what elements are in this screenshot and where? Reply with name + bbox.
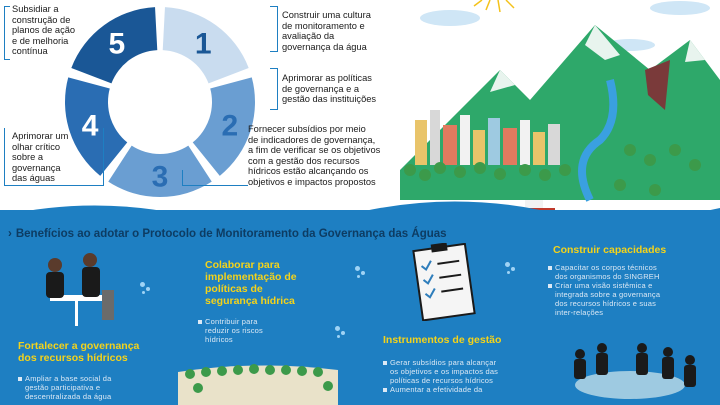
benefit-4-heading: Construir capacidades <box>553 244 667 256</box>
benefit-3-heading: Instrumentos de gestão <box>383 334 502 346</box>
cycle-number-4: 4 <box>81 109 99 143</box>
benefit-4-bullet: Capacitar os corpos técnicos dos organismos do SINGREH Criar uma visão sistêmica e integrada sobre a governança dos recursos hídricos e suas inter-relações <box>548 263 660 317</box>
sun-icon <box>474 0 514 12</box>
bubble-icon <box>355 266 369 280</box>
bullet-icon <box>548 266 552 270</box>
cycle-number-2: 2 <box>221 109 239 143</box>
step-3-text: Fornecer subsídios por meio de indicadores de governança, a fim de verificar se os objetivos com a gestão dos recursos hídricos estão alcançando os objetivos e impactos propostos <box>248 124 381 187</box>
step-4-text: Aprimorar um olhar crítico sobre a governança das águas <box>12 131 69 183</box>
bubble-icon <box>505 262 519 276</box>
step-2-bracket <box>270 68 278 110</box>
step-4-bracket <box>4 128 104 186</box>
benefit-1-bullet: Ampliar a base social da gestão participativa e descentralizada da água <box>18 374 112 401</box>
step-1-text: Construir uma cultura de monitoramento e avaliação da governança da água <box>282 10 371 52</box>
bullet-icon <box>198 320 202 324</box>
benefit-2-bullet: Contribuir para reduzir os riscos hídricos <box>198 317 263 344</box>
checklist-icon <box>410 243 480 321</box>
mountain-shape <box>400 25 720 200</box>
step-2-text: Aprimorar as políticas de governança e a gestão das instituições <box>282 73 377 104</box>
benefit-3-bullet: Gerar subsídios para alcançar os objetivos e os impactos das políticas de recursos hídricos Aumentar a efetividade da <box>383 358 498 394</box>
terrain-illustration <box>178 360 338 405</box>
step-5-bracket <box>4 6 10 60</box>
meeting-illustration <box>30 250 120 330</box>
bullet-icon <box>18 377 22 381</box>
step-3-bracket <box>182 170 248 186</box>
benefit-1-heading: Fortalecer a governança dos recursos hídricos <box>18 340 140 364</box>
bubble-icon <box>335 326 349 340</box>
cycle-number-1: 1 <box>194 27 212 61</box>
benefits-title: › Benefícios ao adotar o Protocolo de Monitoramento da Governança das Águas <box>8 228 447 240</box>
bubble-icon <box>140 282 154 296</box>
benefit-2-heading: Colaborar para implementação de políticas de segurança hídrica <box>205 259 297 307</box>
bullet-icon <box>383 388 387 392</box>
cycle-number-3: 3 <box>151 160 169 194</box>
round-table-illustration <box>550 340 710 405</box>
step-1-bracket <box>270 6 278 52</box>
bullet-icon <box>383 361 387 365</box>
chevron-right-icon: › <box>8 228 12 240</box>
bullet-icon <box>548 284 552 288</box>
landscape-illustration <box>380 0 720 225</box>
cycle-number-5: 5 <box>108 27 126 61</box>
step-5-text: Subsidiar a construção de planos de ação e de melhoria contínua <box>12 4 76 56</box>
